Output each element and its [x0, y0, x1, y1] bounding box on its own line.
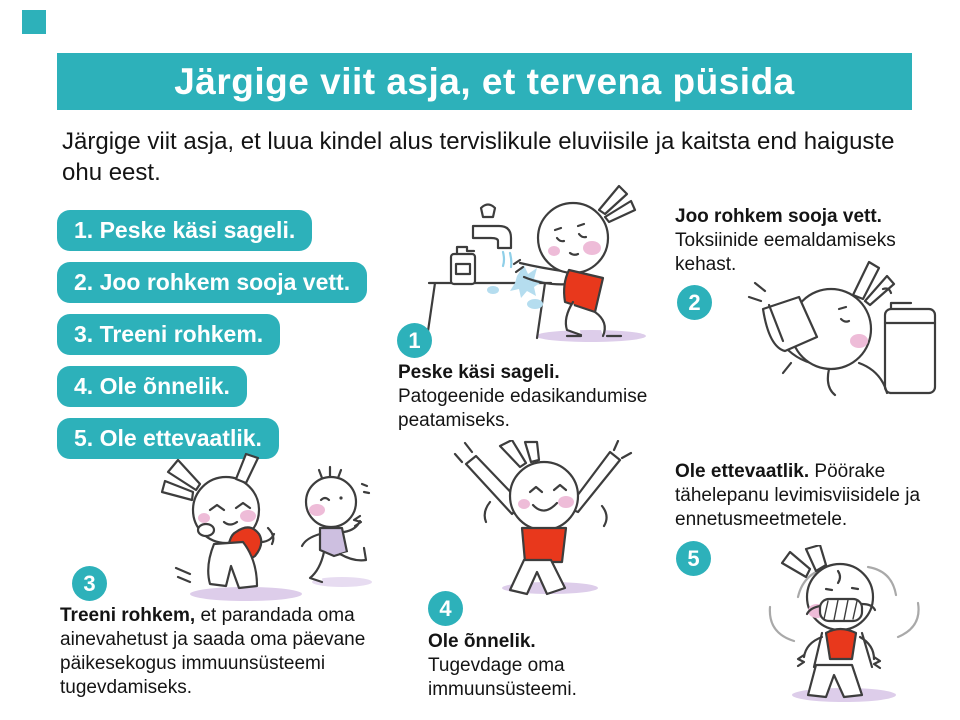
title-banner	[57, 53, 912, 110]
step-5-caption	[675, 460, 943, 532]
exercising-together-illustration	[118, 448, 386, 606]
tip-pill-2: 2. Joo rohkem sooja vett.	[57, 262, 367, 303]
step-2-caption-bold: Joo rohkem sooja vett.	[675, 206, 882, 227]
step-1-caption	[398, 361, 660, 433]
drinking-warm-water-illustration	[733, 245, 945, 425]
step-1-number-badge: 1	[397, 323, 432, 358]
page-title: Järgige viit asja, et tervena püsida	[174, 60, 795, 102]
step-5-number-badge: 5	[676, 541, 711, 576]
step-3-caption-bold: Treeni rohkem,	[60, 605, 196, 626]
tip-pill-1: 1. Peske käsi sageli.	[57, 210, 312, 251]
step-3-caption	[60, 604, 372, 700]
tip-pill-4: 4. Ole õnnelik.	[57, 366, 247, 407]
step-5-caption-bold: Ole ettevaatlik.	[675, 461, 810, 482]
tip-pill-3: 3. Treeni rohkem.	[57, 314, 280, 355]
step-4-caption-bold: Ole õnnelik.	[428, 631, 536, 652]
intro-text: Järgige viit asja, et luua kindel alus tervislikule eluviisile ja kaitsta end haiguste ohu eest.	[62, 128, 895, 186]
step-3-caption-rest: et parandada oma ainevahetust ja saada oma päevane päikesekogus immuunsüsteemi tugevdamiseks.	[60, 605, 366, 698]
step-4-number-badge: 4	[428, 591, 463, 626]
step-1-caption-rest: Patogeenide edasikandumise peatamiseks.	[398, 386, 648, 431]
step-4-caption-rest: Tugevdage oma immuunsüsteemi.	[428, 655, 577, 700]
step-4-caption	[428, 630, 660, 702]
step-2-caption-rest: Toksiinide eemaldamiseks kehast.	[675, 230, 896, 275]
step-2-number-badge: 2	[677, 285, 712, 320]
step-5-caption-rest: Pöörake tähelepanu levimisviisidele ja ennetusmeetmetele.	[675, 461, 921, 530]
corner-accent-square	[22, 10, 46, 34]
step-3-number-badge: 3	[72, 566, 107, 601]
washing-hands-illustration	[423, 180, 660, 345]
wearing-mask-illustration	[728, 545, 958, 707]
jumping-happy-illustration	[428, 440, 660, 598]
step-1-caption-bold: Peske käsi sageli.	[398, 362, 560, 383]
tip-pill-5: 5. Ole ettevaatlik.	[57, 418, 279, 459]
